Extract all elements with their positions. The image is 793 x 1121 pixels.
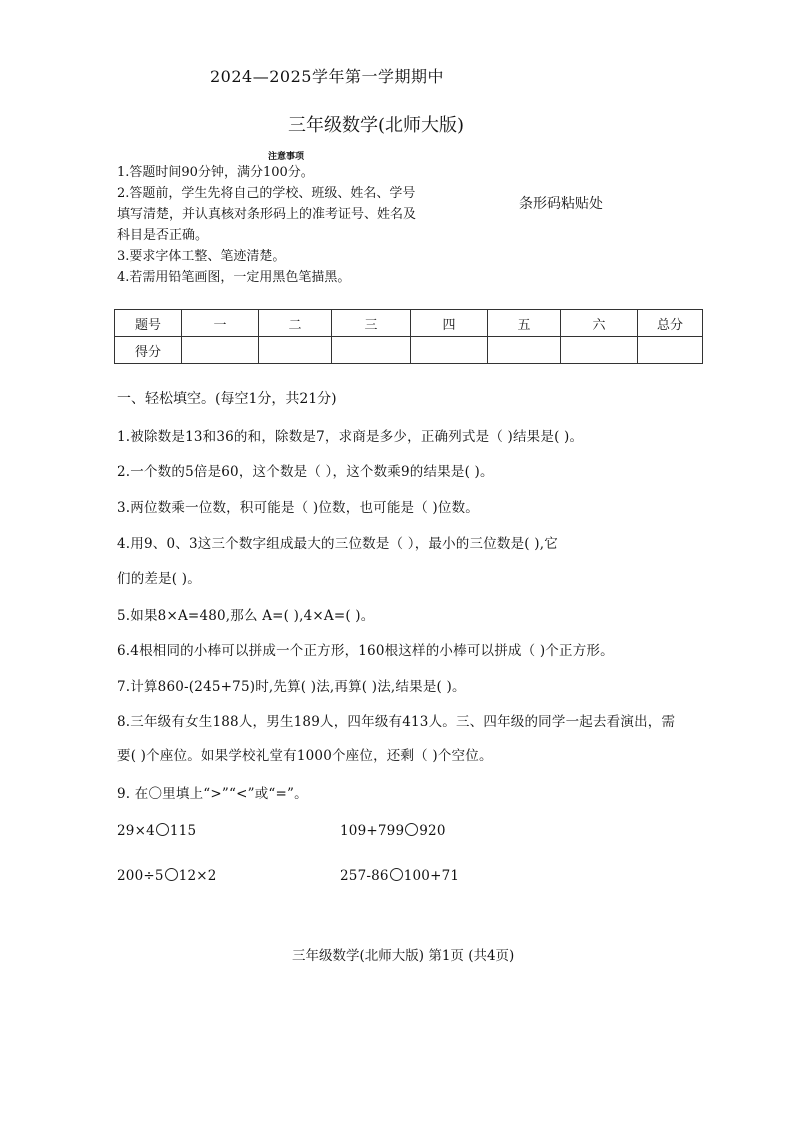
compare-left: 29×4 xyxy=(117,823,155,839)
exam-title-year: 2024—2025学年第一学期期中 xyxy=(210,67,444,86)
compare-right: 115 xyxy=(169,823,197,839)
score-input-cell[interactable] xyxy=(259,337,332,364)
notice-item: 科目是否正确。 xyxy=(117,228,209,243)
score-input-cell[interactable] xyxy=(182,337,259,364)
page-footer: 三年级数学(北师大版) 第1页 (共4页) xyxy=(292,948,515,964)
score-table xyxy=(114,309,703,364)
table-cell: 三 xyxy=(332,310,411,337)
score-input-cell[interactable] xyxy=(332,337,411,364)
question-4: 4.用9、0、3这三个数字组成最大的三位数是（ ），最小的三位数是( ),它 xyxy=(117,536,558,552)
compare-left: 109+799 xyxy=(340,823,405,839)
compare-right: 100+71 xyxy=(403,868,460,884)
question-5: 5.如果8×A=480,那么 A=( ),4×A=( )。 xyxy=(117,608,375,624)
notice-item: 填写清楚，并认真核对条形码上的准考证号、姓名及 xyxy=(117,207,417,222)
notice-heading: 注意事项 xyxy=(268,152,305,162)
question-9: 9. 在〇里填上“>”“<”或“=”。 xyxy=(117,786,308,802)
notice-list xyxy=(117,162,416,288)
score-input-cell[interactable] xyxy=(561,337,638,364)
question-2: 2.一个数的5倍是60，这个数是（ ），这个数乘9的结果是( )。 xyxy=(117,464,494,480)
table-cell: 得分 xyxy=(115,337,182,364)
barcode-area-label: 条形码粘贴处 xyxy=(519,196,603,212)
notice-item: 2.答题前，学生先将自己的学校、班级、姓名、学号 xyxy=(117,186,416,201)
notice-item: 1.答题时间90分钟，满分100分。 xyxy=(117,165,314,180)
question-3: 3.两位数乘一位数，积可能是（ )位数，也可能是（ )位数。 xyxy=(117,500,479,516)
score-input-cell[interactable] xyxy=(638,337,703,364)
answer-circle-icon[interactable] xyxy=(165,868,178,881)
compare-right: 920 xyxy=(419,823,446,839)
answer-circle-icon[interactable] xyxy=(405,823,418,836)
answer-circle-icon[interactable] xyxy=(390,868,403,881)
question-6: 6.4根相同的小棒可以拼成一个正方形，160根这样的小棒可以拼成（ )个正方形。 xyxy=(117,643,614,659)
question-7: 7.计算860-(245+75)时,先算( )法,再算( )法,结果是( )。 xyxy=(117,679,466,695)
table-cell: 四 xyxy=(411,310,488,337)
table-cell: 一 xyxy=(182,310,259,337)
notice-item: 3.要求字体工整、笔迹清楚。 xyxy=(117,249,286,264)
compare-left: 257-86 xyxy=(340,868,389,884)
score-input-cell[interactable] xyxy=(411,337,488,364)
table-cell: 六 xyxy=(561,310,638,337)
question-8: 8.三年级有女生188人，男生189人，四年级有413人。三、四年级的同学一起去看演出，需 xyxy=(117,714,676,730)
exam-title-subject: 三年级数学(北师大版) xyxy=(288,115,465,136)
compare-item xyxy=(117,868,217,884)
compare-left: 200÷5 xyxy=(117,868,164,884)
table-cell: 五 xyxy=(488,310,561,337)
compare-item xyxy=(340,868,459,884)
compare-item xyxy=(117,823,196,839)
question-1: 1.被除数是13和36的和，除数是7，求商是多少，正确列式是（ )结果是( )。 xyxy=(117,429,584,445)
notice-item: 4.若需用铅笔画图，一定用黑色笔描黑。 xyxy=(117,270,351,285)
table-cell: 总分 xyxy=(638,310,703,337)
score-table-header-row xyxy=(115,310,703,337)
score-input-cell[interactable] xyxy=(488,337,561,364)
question-8-cont: 要( )个座位。如果学校礼堂有1000个座位，还剩（ )个空位。 xyxy=(117,748,493,764)
answer-circle-icon[interactable] xyxy=(156,823,169,836)
table-cell: 题号 xyxy=(115,310,182,337)
table-cell: 二 xyxy=(259,310,332,337)
compare-item xyxy=(340,823,446,839)
score-table-score-row xyxy=(115,337,703,364)
question-4-cont: 们的差是( )。 xyxy=(117,571,201,587)
section-title: 一、轻松填空。(每空1分，共21分) xyxy=(117,391,337,407)
compare-right: 12×2 xyxy=(178,868,217,884)
